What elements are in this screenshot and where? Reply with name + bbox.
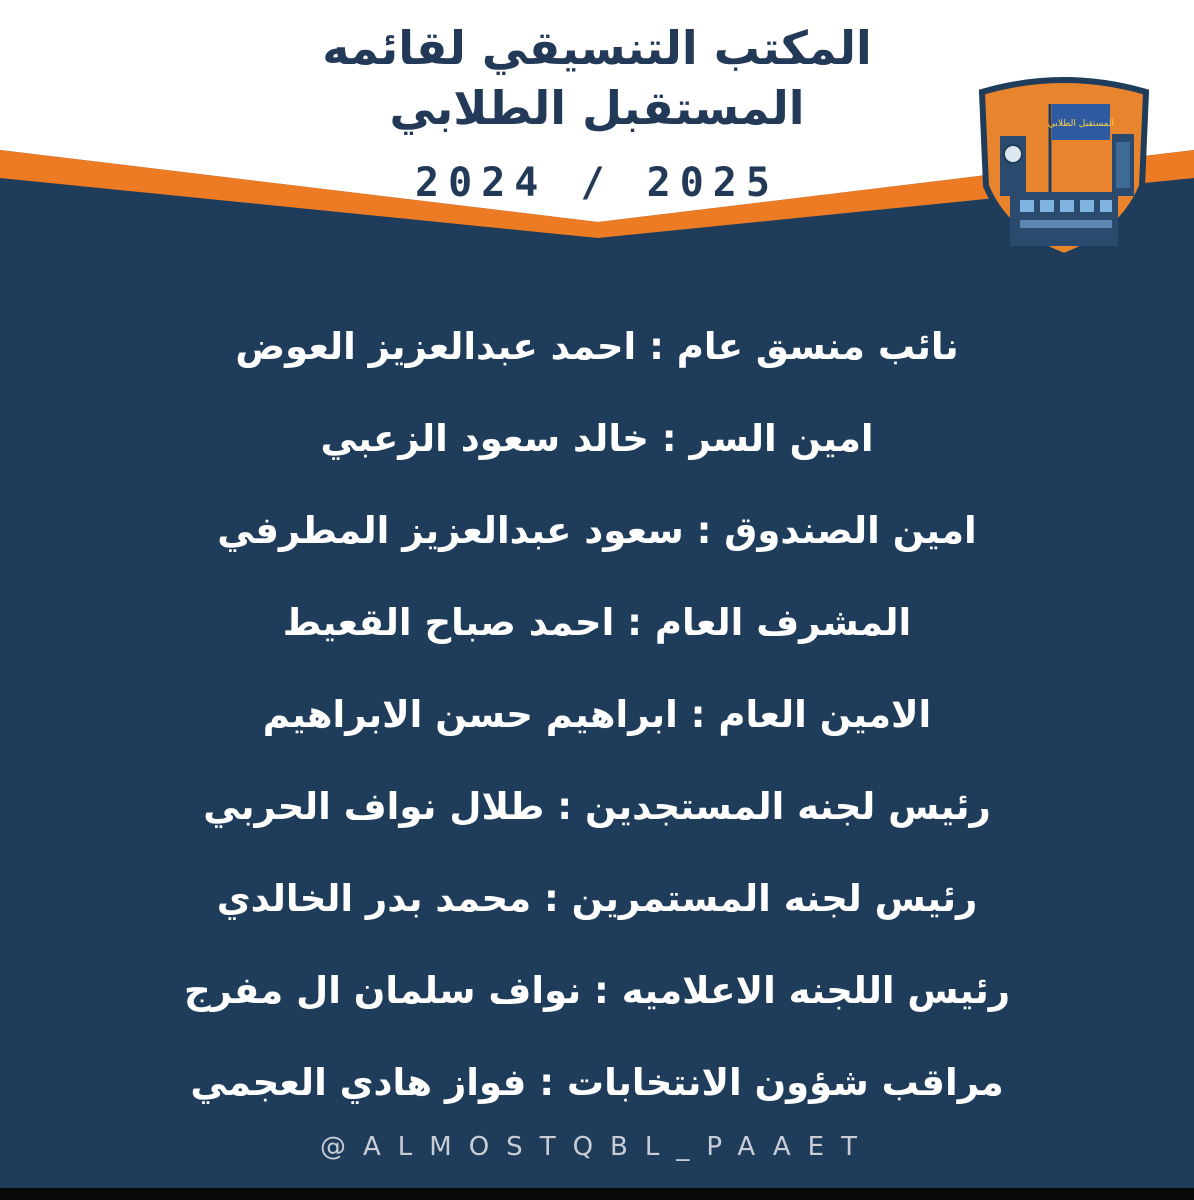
list-item: الامين العام : ابراهيم حسن الابراهيم	[262, 692, 932, 736]
page-title-line-2: المستقبل الطلابي	[389, 81, 805, 135]
members-list	[0, 300, 1194, 1128]
list-item: امين السر : خالد سعود الزعبي	[320, 416, 874, 460]
logo-banner-text: المستقبل الطلابي	[1047, 119, 1115, 129]
list-item: المشرف العام : احمد صباح القعيط	[282, 600, 912, 644]
bottom-divider	[0, 1188, 1194, 1200]
list-item: رئيس اللجنه الاعلاميه : نواف سلمان ال مفرج	[183, 968, 1011, 1012]
social-handle: @ALMOSTQBL_PAAET	[320, 1132, 874, 1162]
page-title-line-1: المكتب التنسيقي لقائمه	[322, 21, 872, 75]
shield-logo-icon	[972, 74, 1156, 258]
list-item: مراقب شؤون الانتخابات : فواز هادي العجمي	[190, 1060, 1004, 1104]
list-item: رئيس لجنه المستجدين : طلال نواف الحربي	[203, 784, 991, 828]
list-item: رئيس لجنه المستمرين : محمد بدر الخالدي	[216, 876, 978, 920]
list-item: امين الصندوق : سعود عبدالعزيز المطرفي	[217, 508, 977, 552]
list-item: نائب منسق عام : احمد عبدالعزيز العوض	[235, 324, 959, 368]
academic-year: 2024 / 2025	[415, 160, 779, 206]
